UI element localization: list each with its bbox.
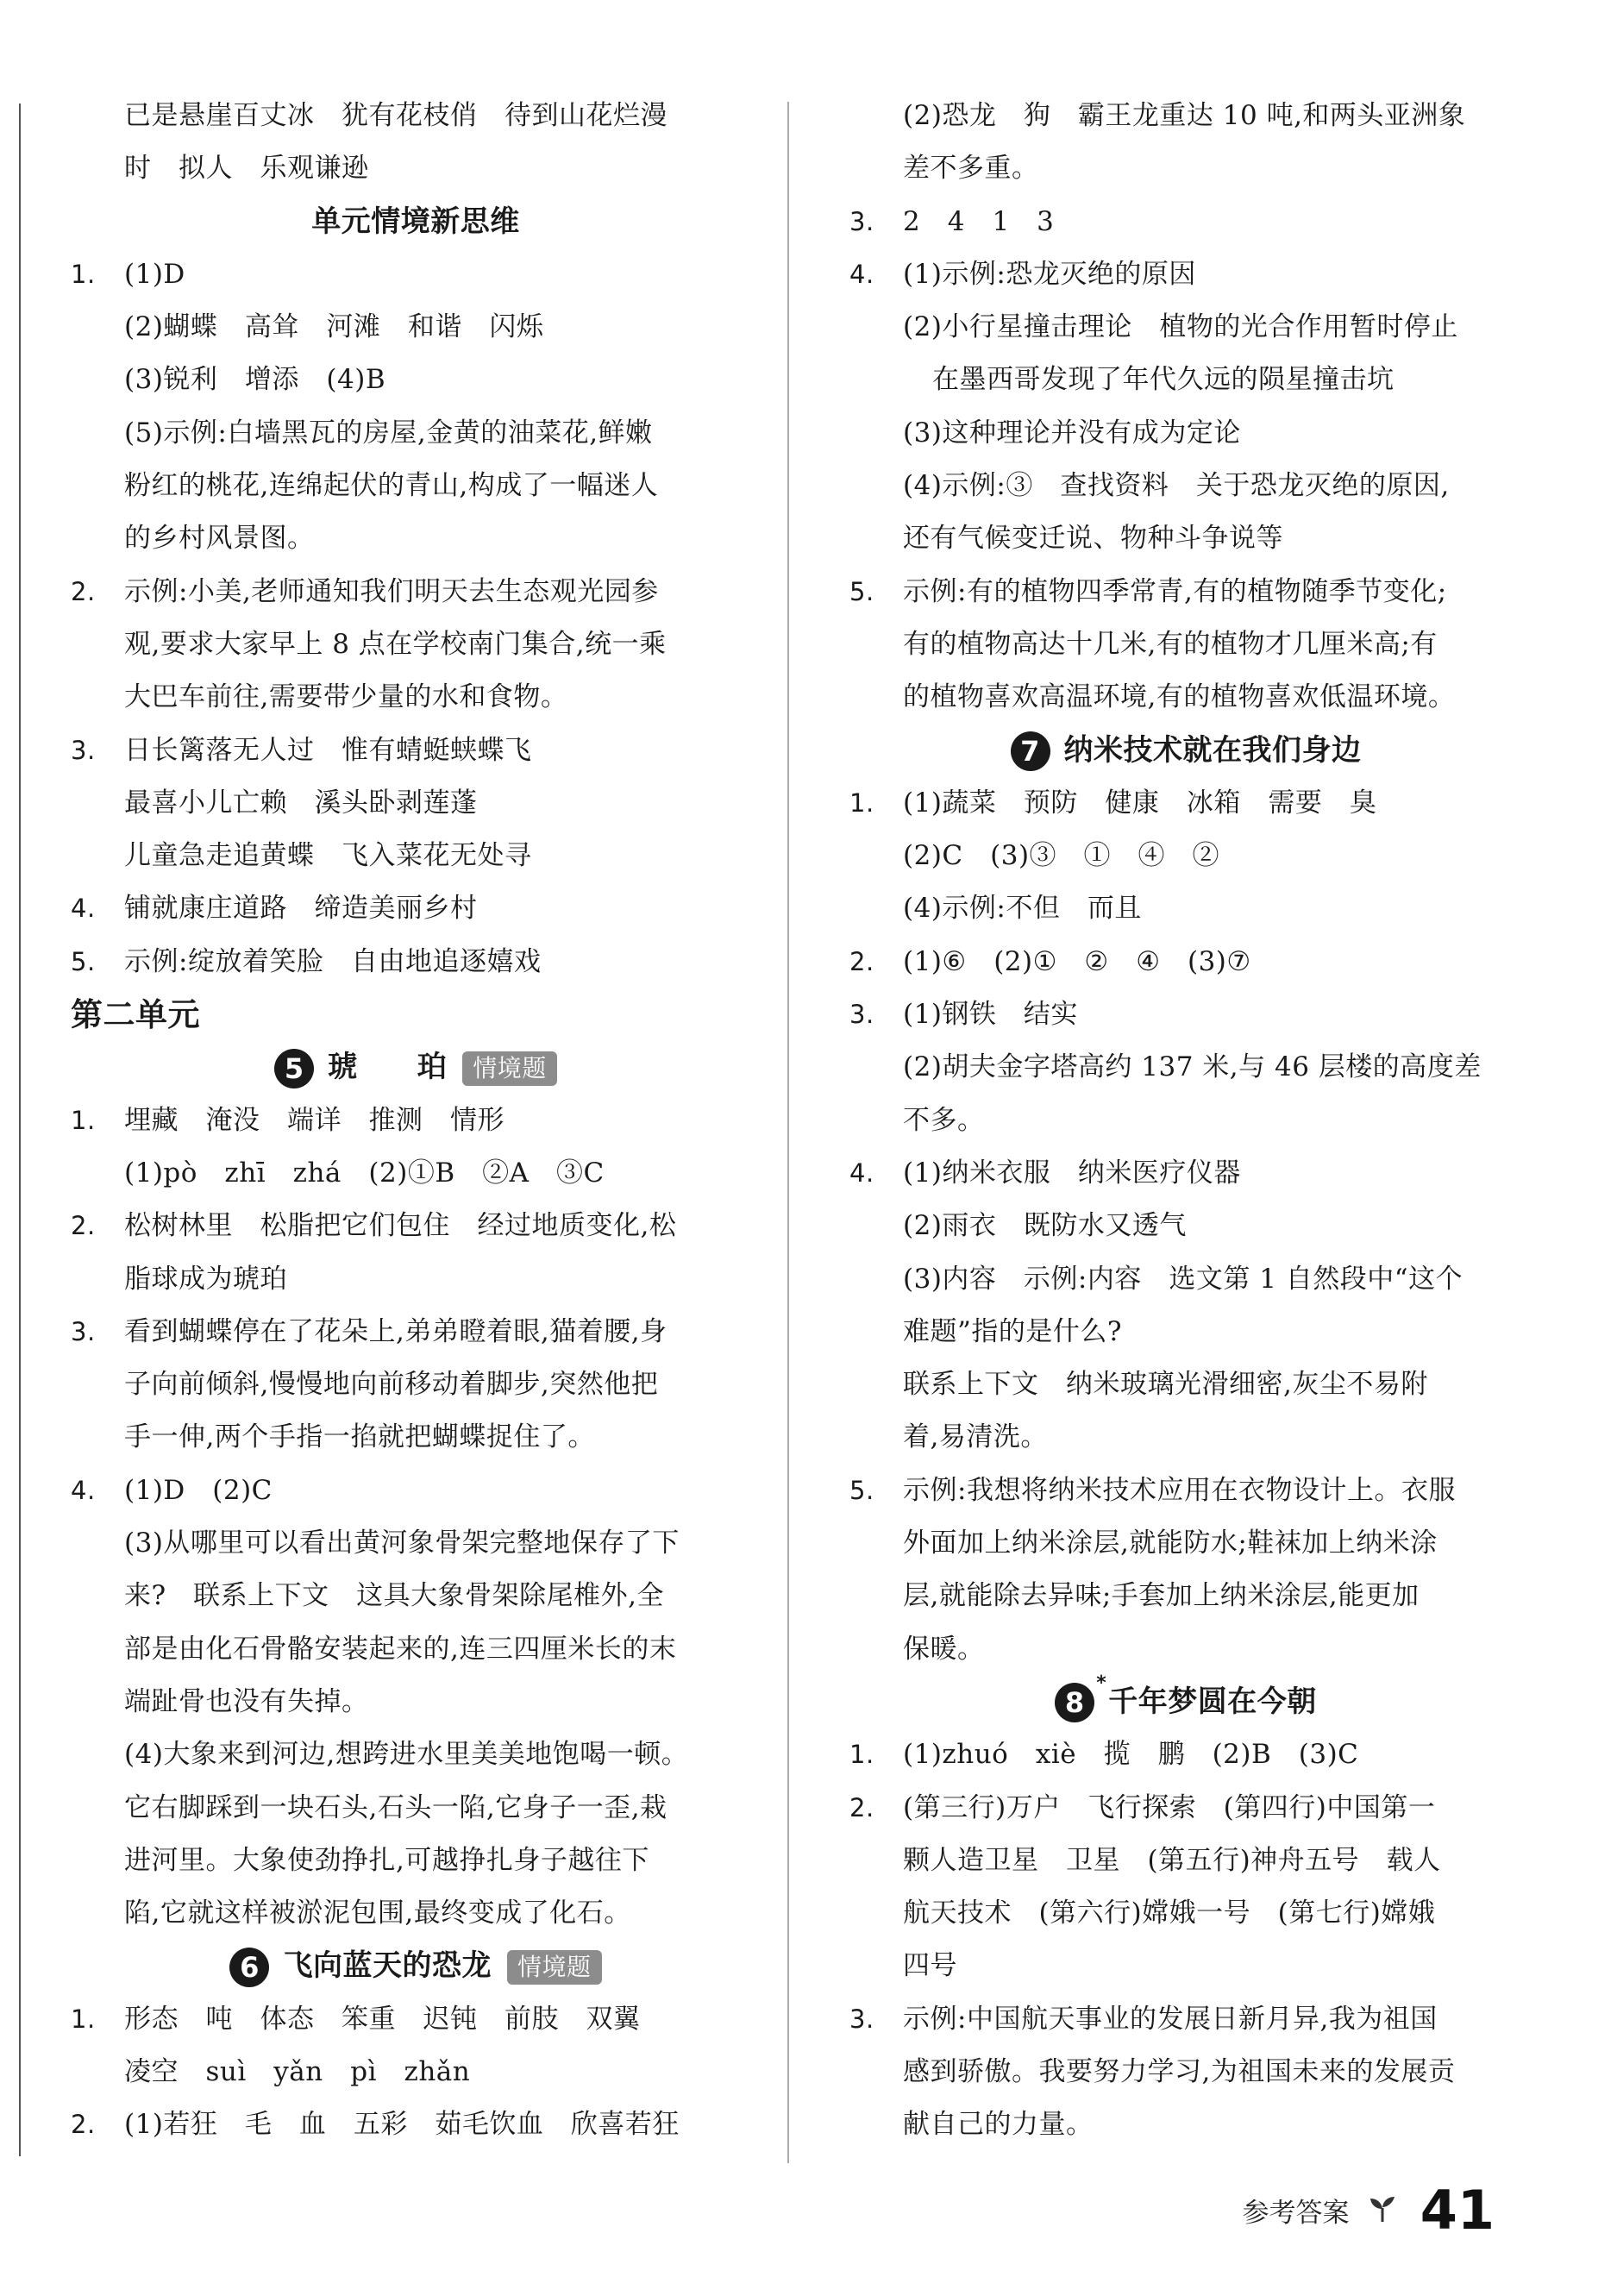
lesson-number-badge: [274, 1049, 314, 1088]
answer-text: 着,易清洗。: [903, 1421, 1048, 1453]
answer-text: 松树林里 松脂把它们包住 经过地质变化,松: [124, 1210, 677, 1242]
answer-text: 最喜小儿亡赖 溪头卧剥莲蓬: [124, 787, 478, 819]
answer-line: [71, 1306, 761, 1358]
answer-text: (2)蝴蝶 高耸 河滩 和谐 闪烁: [124, 311, 544, 343]
lesson-title: 纳米技术就在我们身边: [1063, 732, 1362, 768]
answer-line: [849, 512, 1522, 565]
question-number: 2.: [71, 576, 96, 606]
question-number: 5.: [849, 1475, 874, 1505]
answer-line: [849, 830, 1522, 882]
answer-text: 示例:中国航天事业的发展日新月异,我为祖国: [903, 2003, 1438, 2035]
answer-text: 进河里。大象使劲挣扎,可越挣扎身子越往下: [124, 1844, 649, 1876]
answer-line: [849, 566, 1522, 618]
answer-text: 铺就康庄道路 缔造美丽乡村: [124, 893, 478, 925]
answer-line: [849, 142, 1522, 195]
answer-line: [71, 301, 761, 354]
answer-text: 手一伸,两个手指一掐就把蝴蝶捉住了。: [124, 1421, 595, 1453]
answer-line: [71, 882, 761, 935]
lesson-number: 8: [1064, 1686, 1085, 1720]
answer-line: [849, 1147, 1522, 1200]
answer-text: 四号: [903, 1950, 957, 1982]
answer-text: 颗人造卫星 卫星 (第五行)神舟五号 载人: [903, 1844, 1441, 1876]
answer-text: 看到蝴蝶停在了花朵上,弟弟瞪着眼,猫着腰,身: [124, 1315, 667, 1347]
left-column: [71, 90, 761, 2152]
answer-line: [849, 301, 1522, 354]
question-number: 1.: [849, 787, 874, 818]
answer-text: 儿童急走追黄蝶 飞入菜花无处寻: [124, 840, 532, 872]
question-number: 5.: [849, 576, 874, 606]
answer-line: [849, 1095, 1522, 1147]
section-heading: 单元情境新思维: [311, 204, 520, 239]
lesson-title: 琥 珀: [328, 1050, 448, 1085]
answer-text: (3)从哪里可以看出黄河象骨架完整地保存了下: [124, 1528, 680, 1559]
answer-line: [71, 1570, 761, 1622]
answer-line: [849, 2098, 1522, 2151]
answer-line: [849, 882, 1522, 935]
answer-text: (1)纳米衣服 纳米医疗仪器: [903, 1157, 1241, 1189]
answer-line: [849, 1623, 1522, 1676]
question-number: 1.: [71, 259, 96, 289]
answer-text: 形态 吨 体态 笨重 迟钝 前肢 双翼: [124, 2003, 641, 2035]
answer-text: 献自己的力量。: [903, 2109, 1094, 2141]
sprout-icon: [1368, 2194, 1397, 2227]
answer-line: [849, 1200, 1522, 1252]
answer-line: [71, 1676, 761, 1728]
answer-text: 保暖。: [903, 1633, 985, 1665]
answer-line: [849, 1887, 1522, 1940]
answer-text: 航天技术 (第六行)嫦娥一号 (第七行)嫦娥: [903, 1898, 1436, 1929]
answer-line: [71, 354, 761, 406]
lesson-heading: [71, 1940, 761, 1992]
answer-text: (3)这种理论并没有成为定论: [903, 417, 1241, 449]
answer-text: 端趾骨也没有失掉。: [124, 1685, 369, 1717]
answer-line: [71, 1623, 761, 1676]
answer-text: 示例:我想将纳米技术应用在衣物设计上。衣服: [903, 1474, 1456, 1506]
lesson-heading: [71, 1041, 761, 1094]
answer-text: (第三行)万户 飞行探索 (第四行)中国第一: [903, 1791, 1436, 1823]
answer-line: [71, 142, 761, 195]
question-number: 3.: [849, 2004, 874, 2034]
answer-text: (1)pò zhī zhá (2)①B ②A ③C: [124, 1157, 605, 1189]
question-number: 2.: [849, 1792, 874, 1822]
answer-text: 部是由化石骨骼安装起来的,连三四厘米长的末: [124, 1633, 677, 1665]
lesson-number-badge: [229, 1948, 269, 1987]
answer-line: [71, 566, 761, 618]
answer-line: [849, 1570, 1522, 1622]
answer-text: (1)zhuó xiè 揽 鹏 (2)B (3)C: [903, 1739, 1359, 1771]
answer-text: 粉红的桃花,连绵起伏的青山,构成了一幅迷人: [124, 470, 659, 502]
answer-text: 在墨西哥发现了年代久远的陨星撞击坑: [932, 364, 1395, 396]
right-column: [849, 90, 1522, 2152]
footer-label: 参考答案: [1242, 2198, 1350, 2229]
answer-text: 外面加上纳米涂层,就能防水;鞋袜加上纳米涂: [903, 1528, 1438, 1559]
answer-text: 的植物喜欢高温环境,有的植物喜欢低温环境。: [903, 681, 1456, 713]
answer-line: [71, 1993, 761, 2046]
answer-text: (4)示例:不但 而且: [903, 893, 1142, 925]
answer-line: [849, 1253, 1522, 1306]
answer-text: (4)大象来到河边,想跨进水里美美地饱喝一顿。: [124, 1739, 689, 1771]
answer-text: (3)锐利 增添 (4)B: [124, 364, 386, 396]
question-number: 2.: [849, 946, 874, 976]
answer-text: 的乡村风景图。: [124, 523, 315, 555]
column-divider: [787, 102, 789, 2163]
answer-line: [849, 2046, 1522, 2098]
lesson-heading: [849, 1672, 1522, 1728]
question-number: 3.: [71, 1316, 96, 1346]
answer-text: 来? 联系上下文 这具大象骨架除尾椎外,全: [124, 1580, 664, 1612]
answer-text: 观,要求大家早上 8 点在学校南门集合,统一乘: [124, 628, 667, 660]
answer-line: [71, 2098, 761, 2151]
question-number: 4.: [849, 259, 874, 289]
question-number: 1.: [71, 2004, 96, 2034]
answer-text: (1)若狂 毛 血 五彩 茹毛饮血 欣喜若狂: [124, 2109, 680, 2141]
answer-text: (2)C (3)③ ① ④ ②: [903, 840, 1220, 872]
lesson-heading: [849, 725, 1522, 777]
answer-text: (2)小行星撞击理论 植物的光合作用暂时停止: [903, 311, 1458, 343]
answer-text: 不多。: [903, 1104, 985, 1136]
answer-line: [849, 988, 1522, 1041]
answer-line: [849, 1517, 1522, 1570]
page-footer: [1243, 2179, 1495, 2248]
lesson-star-mark: *: [1096, 1672, 1107, 1695]
lesson-title: 千年梦圆在今朝: [1108, 1684, 1317, 1719]
question-number: 4.: [71, 1475, 96, 1505]
lesson-number: 6: [240, 1950, 260, 1984]
answer-line: [849, 1358, 1522, 1411]
answer-line: [71, 1887, 761, 1940]
question-number: 3.: [849, 206, 874, 236]
answer-text: 脂球成为琥珀: [124, 1263, 287, 1295]
answer-text: 层,就能除去异味;手套加上纳米涂层,能更加: [903, 1580, 1420, 1612]
answer-line: [849, 1993, 1522, 2046]
unit-title: 第二单元: [71, 996, 200, 1034]
answer-text: (1)蔬菜 预防 健康 冰箱 需要 臭: [903, 787, 1377, 819]
answer-text: 2 4 1 3: [903, 205, 1055, 237]
answer-line: [849, 1835, 1522, 1887]
answer-line: [849, 460, 1522, 512]
answer-text: 凌空 suì yǎn pì zhǎn: [124, 2055, 471, 2087]
answer-line: [849, 196, 1522, 248]
answer-line: [71, 1200, 761, 1252]
answer-line: [71, 248, 761, 301]
answer-text: 大巴车前往,需要带少量的水和食物。: [124, 681, 568, 713]
lesson-tag: 情境题: [462, 1051, 557, 1086]
question-number: 4.: [849, 1157, 874, 1188]
answer-text: (5)示例:白墙黑瓦的房屋,金黄的油菜花,鲜嫩: [124, 417, 653, 449]
lesson-number-badge: [1011, 731, 1050, 771]
answer-text: 联系上下文 纳米玻璃光滑细密,灰尘不易附: [903, 1369, 1428, 1401]
answer-line: [849, 1728, 1522, 1781]
lesson-number: 5: [284, 1051, 304, 1085]
answer-line: [71, 1782, 761, 1835]
answer-line: [71, 618, 761, 671]
answer-text: (1)D: [124, 258, 185, 290]
answer-text: 它右脚踩到一块石头,石头一陷,它身子一歪,栽: [124, 1791, 667, 1823]
lesson-tag: 情境题: [507, 1950, 602, 1985]
answer-line: [849, 1041, 1522, 1094]
question-number: 1.: [849, 1740, 874, 1770]
answer-line: [849, 1465, 1522, 1517]
answer-line: [71, 90, 761, 142]
answer-line: [849, 1940, 1522, 1992]
answer-text: 陷,它就这样被淤泥包围,最终变成了化石。: [124, 1898, 631, 1929]
answer-line: [849, 1782, 1522, 1835]
page-edge: [19, 104, 21, 2156]
answer-line: [71, 936, 761, 988]
question-number: 5.: [71, 946, 96, 976]
answer-line: [71, 777, 761, 830]
answer-line: [849, 90, 1522, 142]
answer-text: 有的植物高达十几米,有的植物才几厘米高;有: [903, 628, 1438, 660]
answer-line: [71, 407, 761, 460]
answer-text: 日长篱落无人过 惟有蜻蜓蛱蝶飞: [124, 734, 532, 766]
answer-line: [71, 1517, 761, 1570]
answer-line: [849, 407, 1522, 460]
answer-text: (3)内容 示例:内容 选文第 1 自然段中“这个: [903, 1263, 1463, 1295]
page-number: 41: [1420, 2179, 1495, 2242]
answer-text: 还有气候变迁说、物种斗争说等: [903, 523, 1283, 555]
question-number: 2.: [71, 1211, 96, 1241]
answer-line: [71, 830, 761, 882]
answer-line: [71, 1253, 761, 1306]
lesson-number: 7: [1020, 735, 1040, 768]
answer-text: 示例:有的植物四季常青,有的植物随季节变化;: [903, 575, 1447, 607]
answer-text: 难题”指的是什么?: [903, 1315, 1122, 1347]
answer-line: [849, 354, 1522, 406]
answer-line: [71, 2046, 761, 2098]
answer-line: [71, 671, 761, 724]
answer-line: [71, 1411, 761, 1464]
answer-text: 差不多重。: [903, 153, 1039, 185]
answer-line: [71, 1835, 761, 1887]
answer-text: 感到骄傲。我要努力学习,为祖国未来的发展贡: [903, 2055, 1456, 2087]
answer-text: (4)示例:③ 查找资料 关于恐龙灭绝的原因,: [903, 470, 1450, 502]
answer-line: [849, 1411, 1522, 1464]
question-number: 1.: [71, 1105, 96, 1135]
lesson-title: 飞向蓝天的恐龙: [283, 1948, 492, 1984]
answer-text: 示例:绽放着笑脸 自由地追逐嬉戏: [124, 945, 542, 977]
lesson-number-badge: [1055, 1672, 1107, 1722]
answer-text: (1)⑥ (2)① ② ④ (3)⑦: [903, 945, 1251, 977]
question-number: 2.: [71, 2110, 96, 2140]
answer-line: [71, 1465, 761, 1517]
answer-line: [849, 618, 1522, 671]
answer-text: (1)D (2)C: [124, 1474, 273, 1506]
answer-line: [71, 725, 761, 777]
question-number: 3.: [71, 735, 96, 765]
answer-line: [71, 1147, 761, 1200]
answer-text: 示例:小美,老师通知我们明天去生态观光园参: [124, 575, 659, 607]
answer-line: [71, 1728, 761, 1781]
answer-text: 子向前倾斜,慢慢地向前移动着脚步,突然他把: [124, 1369, 659, 1401]
answer-text: (2)胡夫金字塔高约 137 米,与 46 层楼的高度差: [903, 1051, 1482, 1083]
answer-text: 时 拟人 乐观谦逊: [124, 153, 369, 185]
answer-text: (1)示例:恐龙灭绝的原因: [903, 258, 1196, 290]
question-number: 4.: [71, 894, 96, 924]
answer-line: [71, 512, 761, 565]
answer-line: [849, 777, 1522, 830]
answer-line: [849, 248, 1522, 301]
answer-line: [849, 1306, 1522, 1358]
answer-line: [71, 460, 761, 512]
answer-text: 已是悬崖百丈冰 犹有花枝俏 待到山花烂漫: [124, 100, 667, 131]
answer-line: [71, 1095, 761, 1147]
answer-text: (2)雨衣 既防水又透气: [903, 1210, 1187, 1242]
answer-line: [849, 671, 1522, 724]
answer-text: 埋藏 淹没 端详 推测 情形: [124, 1104, 505, 1136]
answer-text: (2)恐龙 狗 霸王龙重达 10 吨,和两头亚洲象: [903, 100, 1466, 131]
answer-line: [849, 936, 1522, 988]
question-number: 3.: [849, 1000, 874, 1030]
answer-text: (1)钢铁 结实: [903, 999, 1078, 1031]
answer-line: [71, 1358, 761, 1411]
